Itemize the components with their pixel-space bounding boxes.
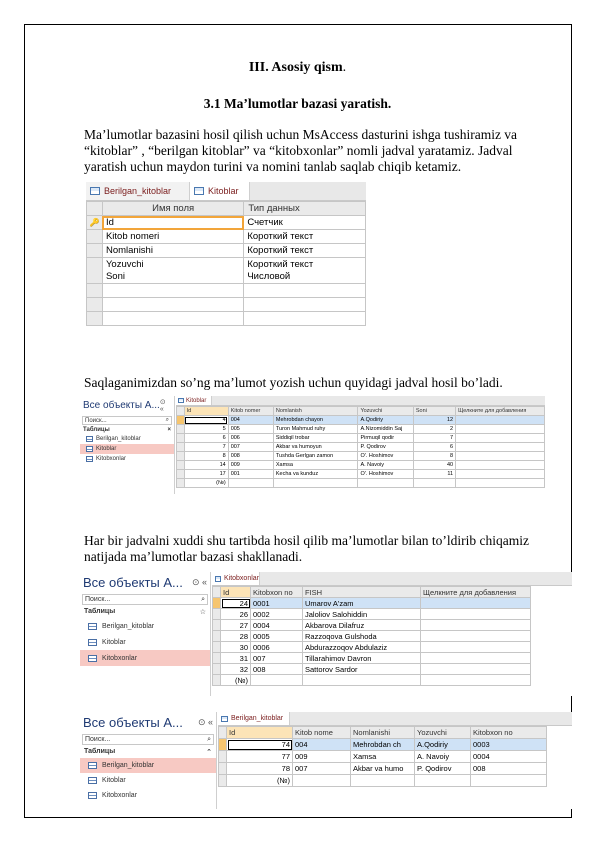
row-selector — [87, 284, 103, 298]
field-name[interactable]: Kitob nomeri — [102, 230, 243, 244]
empty-cell — [456, 470, 545, 479]
table-row[interactable] — [177, 434, 545, 443]
row-selector — [213, 598, 221, 609]
column-header[interactable]: Nomlanish — [273, 407, 358, 416]
empty-cell — [358, 479, 413, 488]
nav-group-tables[interactable]: Таблицы ☆ — [84, 608, 206, 616]
empty-cell — [471, 787, 547, 799]
section-title: III. Asosiy qism. — [248, 60, 347, 75]
tab-kitoblar[interactable]: Kitoblar — [190, 182, 250, 200]
column-header[interactable]: Щелкните для добавления — [456, 407, 545, 416]
table-cell[interactable]: 009 — [228, 461, 273, 470]
tab-bar — [86, 182, 366, 201]
row-selector-header — [177, 407, 185, 416]
new-record-row[interactable] — [219, 775, 547, 787]
nav-item-kitobxonlar[interactable]: Kitobxonlar — [80, 788, 216, 803]
table-cell[interactable]: P. Qodirov — [415, 763, 471, 775]
table-icon — [90, 187, 100, 195]
table-icon — [215, 576, 221, 582]
row-selector — [87, 298, 103, 312]
column-header[interactable]: Nomlanishi — [351, 727, 415, 739]
column-header[interactable]: FISH — [303, 587, 421, 598]
empty-cell — [421, 664, 531, 675]
empty-cell — [293, 775, 351, 787]
row-selector — [177, 434, 185, 443]
table-cell[interactable]: 0002 — [251, 609, 303, 620]
table-cell[interactable]: 006 — [228, 434, 273, 443]
header-row — [177, 407, 545, 416]
row-selector-header — [213, 587, 221, 598]
table-cell[interactable]: 77 — [227, 751, 293, 763]
new-row-icon — [213, 675, 221, 686]
table-cell[interactable]: 8 — [413, 452, 455, 461]
table-row[interactable] — [213, 598, 531, 609]
table-cell[interactable]: 6 — [184, 434, 228, 443]
new-record-row[interactable] — [177, 479, 545, 488]
table-cell[interactable]: 17 — [184, 470, 228, 479]
nav-pane-controls-icon[interactable]: ⊙ « — [159, 399, 166, 413]
table-row[interactable] — [213, 631, 531, 642]
row-selector — [87, 258, 103, 284]
table-row[interactable] — [177, 461, 545, 470]
nav-group-tables[interactable]: Таблицы ⌃ — [84, 748, 212, 756]
new-record-id[interactable]: (№) — [221, 675, 251, 686]
table-row[interactable] — [213, 642, 531, 653]
header-row — [213, 587, 531, 598]
third-paragraph: Har bir jadvalni xuddi shu tartibda hosil qilib ma’lumotlar bilan to’ldirib chiqamiz natijada ma’lumotlar bazasi shakllanadi. — [84, 533, 530, 564]
subsection-title: 3.1 Ma’lumotlar bazasi yaratish. — [203, 96, 392, 111]
row-selector — [87, 312, 103, 326]
row-selector-header — [87, 202, 103, 216]
table-cell[interactable]: Pirmuqil qodir — [358, 434, 413, 443]
row-selector — [213, 664, 221, 675]
table-cell[interactable]: 32 — [221, 664, 251, 675]
design-view-screenshot — [86, 182, 366, 332]
table-icon — [88, 762, 97, 769]
table-cell[interactable]: 0005 — [251, 631, 303, 642]
tab-bar — [212, 572, 572, 586]
column-header[interactable]: Kitobxon no — [471, 727, 547, 739]
row-selector — [213, 620, 221, 631]
table-cell[interactable]: Turon Mahmud ruhy — [273, 425, 358, 434]
nav-item-kitoblar[interactable]: Kitoblar — [80, 773, 216, 788]
tab-berilgan-kitoblar[interactable]: Berilgan_kitoblar — [86, 182, 190, 200]
row-selector — [177, 452, 185, 461]
design-row[interactable] — [87, 258, 366, 284]
empty-cell — [456, 416, 545, 425]
table-cell[interactable]: O'. Hoshimov — [358, 452, 413, 461]
empty-cell — [456, 452, 545, 461]
tab-berilgan-kitoblar[interactable]: Berilgan_kitoblar — [218, 712, 290, 725]
collapse-icon: × — [167, 427, 171, 433]
nav-search-input[interactable]: Поиск... ⌕ — [82, 594, 208, 605]
empty-cell — [251, 675, 303, 686]
table-cell[interactable]: A. Navoiy — [358, 461, 413, 470]
table-cell[interactable]: 11 — [413, 470, 455, 479]
empty-cell — [244, 298, 366, 312]
row-selector — [177, 416, 185, 425]
search-icon: ⌕ — [207, 735, 211, 743]
table-cell[interactable]: 0004 — [251, 620, 303, 631]
table-icon — [88, 777, 97, 784]
table-cell[interactable]: 28 — [221, 631, 251, 642]
table-icon — [88, 639, 97, 646]
table-cell[interactable]: P. Qodirov — [358, 443, 413, 452]
table-cell[interactable]: 007 — [251, 653, 303, 664]
search-icon: ⌕ — [201, 595, 205, 603]
row-selector — [87, 230, 103, 244]
table-row[interactable] — [177, 425, 545, 434]
data-type[interactable]: Короткий текст — [244, 230, 366, 244]
nav-item-berilgan-kitoblar[interactable]: Berilgan_kitoblar — [80, 618, 210, 634]
collapse-icon: ☆ — [199, 609, 206, 616]
table-cell[interactable]: 24 — [221, 598, 251, 609]
table-cell[interactable]: 005 — [228, 425, 273, 434]
column-header[interactable]: Soni — [413, 407, 455, 416]
navigation-pane — [80, 396, 175, 494]
design-row[interactable] — [87, 244, 366, 258]
table-row[interactable] — [177, 470, 545, 479]
table-cell[interactable]: 008 — [471, 763, 547, 775]
empty-cell — [421, 642, 531, 653]
nav-item-berilgan-kitoblar[interactable]: Berilgan_kitoblar — [80, 758, 216, 773]
tab-bar — [176, 396, 545, 406]
table-icon — [194, 187, 204, 195]
table-row[interactable] — [177, 443, 545, 452]
table-cell[interactable]: 5 — [184, 425, 228, 434]
table-cell[interactable]: 78 — [227, 763, 293, 775]
table-icon — [88, 792, 97, 799]
row-selector — [213, 653, 221, 664]
table-cell[interactable]: Akbar va humoyun — [273, 443, 358, 452]
empty-cell — [421, 675, 531, 686]
data-type[interactable]: Короткий текст — [247, 258, 314, 270]
empty-cell — [456, 479, 545, 488]
table-icon — [86, 446, 93, 452]
table-cell[interactable]: Abdurazzoqov Abdulaziz — [303, 642, 421, 653]
table-cell[interactable]: A.Qodiriy — [415, 739, 471, 751]
empty-cell — [227, 787, 293, 799]
field-name[interactable]: Soni — [105, 270, 125, 282]
tab-bar — [218, 712, 572, 726]
data-type-header: Тип данных — [244, 202, 366, 216]
nav-pane-title: Все объекты А... — [83, 400, 160, 411]
empty-cell — [456, 425, 545, 434]
empty-cell — [293, 787, 351, 799]
new-record-row[interactable] — [213, 675, 531, 686]
design-row[interactable] — [87, 230, 366, 244]
search-icon: ⌕ — [165, 417, 169, 423]
table-cell[interactable]: Akbarova Dilafruz — [303, 620, 421, 631]
empty-cell — [273, 479, 358, 488]
design-row[interactable] — [87, 216, 366, 230]
column-header[interactable]: Kitob nomer — [228, 407, 273, 416]
column-header[interactable]: Yozuvchi — [358, 407, 413, 416]
table-row[interactable] — [213, 664, 531, 675]
design-row[interactable] — [87, 312, 366, 326]
table-cell[interactable]: 008 — [251, 664, 303, 675]
table-cell[interactable]: 31 — [221, 653, 251, 664]
empty-cell — [421, 598, 531, 609]
second-paragraph: Saqlaganimizdan so’ng ma’lumot yozish uchun quyidagi jadval hosil bo’ladi. — [84, 375, 503, 390]
table-cell[interactable]: 001 — [228, 470, 273, 479]
table-icon — [88, 623, 97, 630]
table-cell[interactable]: 74 — [227, 739, 293, 751]
table-row[interactable] — [213, 653, 531, 664]
column-header[interactable]: Kitobxon no — [251, 587, 303, 598]
table-cell[interactable]: 8 — [184, 452, 228, 461]
empty-row — [219, 787, 547, 799]
table-cell[interactable]: 12 — [413, 416, 455, 425]
table-cell[interactable]: Xamsa — [273, 461, 358, 470]
table-row[interactable] — [177, 416, 545, 425]
table-cell[interactable]: 26 — [221, 609, 251, 620]
primary-key-icon: 🔑 — [87, 216, 103, 230]
intro-paragraph: Ma’lumotlar bazasini hosil qilish uchun MsAccess dasturini ishga tushiramiz va “kitoblar” , “berilgan kitoblar” va “kitobxonlar” nomli jadval yaratamiz. Jadval yaratish uchun maydon turini va nomini tanlab saqlab chiqib ketamiz. — [84, 127, 518, 174]
column-header[interactable]: Id — [227, 727, 293, 739]
kitobxonlar-datasheet — [212, 586, 531, 686]
data-type[interactable]: Числовой — [247, 270, 291, 282]
table-cell[interactable]: 4 — [184, 416, 228, 425]
field-name[interactable]: Id — [102, 216, 243, 230]
field-name-header: Имя поля — [102, 202, 243, 216]
empty-cell — [351, 775, 415, 787]
kitobxonlar-datasheet-screenshot — [80, 572, 572, 696]
new-record-id[interactable]: (№) — [184, 479, 228, 488]
navigation-pane — [80, 572, 211, 696]
field-name[interactable]: Yozuvchi — [105, 258, 144, 270]
data-type[interactable]: Счетчик — [244, 216, 366, 230]
empty-cell — [303, 675, 421, 686]
table-cell[interactable]: 27 — [221, 620, 251, 631]
row-selector — [213, 642, 221, 653]
new-record-id[interactable]: (№) — [227, 775, 293, 787]
empty-cell — [415, 775, 471, 787]
table-cell[interactable]: Akbar va humo — [351, 763, 415, 775]
column-header[interactable]: Id — [221, 587, 251, 598]
design-row[interactable] — [87, 298, 366, 312]
nav-item-berilgan-kitoblar[interactable]: Berilgan_kitoblar — [80, 434, 174, 444]
table-cell[interactable]: 40 — [413, 461, 455, 470]
table-cell[interactable]: O'. Hoshimov — [358, 470, 413, 479]
berilgan-datasheet-screenshot — [80, 712, 572, 809]
table-cell[interactable]: 007 — [293, 763, 351, 775]
table-cell[interactable]: A.Qodiriy — [358, 416, 413, 425]
nav-item-kitoblar[interactable]: Kitoblar — [80, 634, 210, 650]
empty-cell — [102, 312, 243, 326]
table-cell[interactable]: A. Navoiy — [415, 751, 471, 763]
table-row[interactable] — [213, 609, 531, 620]
table-cell[interactable]: 008 — [228, 452, 273, 461]
table-row[interactable] — [219, 751, 547, 763]
table-cell[interactable]: Mehrobdan chayon — [273, 416, 358, 425]
column-header[interactable]: Kitob nome — [293, 727, 351, 739]
row-selector-header — [219, 727, 227, 739]
row-selector — [177, 443, 185, 452]
kitoblar-datasheet-screenshot — [80, 396, 545, 494]
table-cell[interactable]: 007 — [228, 443, 273, 452]
table-cell[interactable]: 004 — [293, 739, 351, 751]
nav-pane-controls-icon[interactable]: ⊙ « — [197, 717, 213, 727]
table-cell[interactable]: 004 — [228, 416, 273, 425]
column-header[interactable]: Yozuvchi — [415, 727, 471, 739]
table-cell[interactable]: Siddiqil trobar — [273, 434, 358, 443]
table-cell[interactable]: Umarov A'zam — [303, 598, 421, 609]
table-icon — [178, 398, 184, 403]
nav-search-input[interactable]: Поиск... ⌕ — [82, 734, 214, 745]
table-cell[interactable]: Sattorov Sardor — [303, 664, 421, 675]
empty-cell — [244, 312, 366, 326]
row-selector — [177, 470, 185, 479]
empty-cell — [471, 775, 547, 787]
data-type-cell — [244, 258, 366, 284]
table-icon — [86, 436, 93, 442]
table-row[interactable] — [219, 739, 547, 751]
table-cell[interactable]: Kecha va kunduz — [273, 470, 358, 479]
empty-cell — [102, 284, 243, 298]
empty-cell — [456, 461, 545, 470]
empty-cell — [421, 620, 531, 631]
table-cell[interactable]: 2 — [413, 425, 455, 434]
table-cell[interactable]: 0003 — [471, 739, 547, 751]
data-type[interactable]: Короткий текст — [244, 244, 366, 258]
field-name-cell — [102, 258, 243, 284]
table-row[interactable] — [177, 452, 545, 461]
table-cell[interactable]: 0001 — [251, 598, 303, 609]
table-icon — [88, 655, 97, 662]
table-cell[interactable]: 0004 — [471, 751, 547, 763]
row-selector — [219, 763, 227, 775]
table-row[interactable] — [213, 620, 531, 631]
table-cell[interactable]: Mehrobdan ch — [351, 739, 415, 751]
table-cell[interactable]: Razzoqova Gulshoda — [303, 631, 421, 642]
row-selector — [177, 425, 185, 434]
nav-item-kitobxonlar[interactable]: Kitobxonlar — [80, 454, 174, 464]
empty-cell — [421, 631, 531, 642]
table-row[interactable] — [219, 763, 547, 775]
design-row[interactable] — [87, 284, 366, 298]
empty-cell — [456, 443, 545, 452]
collapse-icon: ⌃ — [206, 749, 212, 756]
table-cell[interactable]: 7 — [184, 443, 228, 452]
empty-cell — [102, 298, 243, 312]
table-cell[interactable]: 0006 — [251, 642, 303, 653]
nav-group-tables[interactable]: Таблицы × — [83, 427, 171, 433]
empty-cell — [456, 434, 545, 443]
empty-cell — [421, 653, 531, 664]
column-header[interactable]: Щелкните для добавления — [421, 587, 531, 598]
table-cell[interactable]: 7 — [413, 434, 455, 443]
empty-cell — [421, 609, 531, 620]
nav-item-kitobxonlar[interactable]: Kitobxonlar — [80, 650, 210, 666]
table-cell[interactable]: Xamsa — [351, 751, 415, 763]
empty-cell — [351, 787, 415, 799]
table-cell[interactable]: 30 — [221, 642, 251, 653]
table-cell[interactable]: 14 — [184, 461, 228, 470]
new-row-icon — [177, 479, 185, 488]
row-selector — [177, 461, 185, 470]
nav-pane-title: Все объекты А... — [83, 575, 183, 590]
new-row-icon — [219, 775, 227, 787]
empty-cell — [228, 479, 273, 488]
table-icon — [221, 716, 228, 722]
table-cell[interactable]: Tillarahimov Davron — [303, 653, 421, 664]
row-selector — [219, 751, 227, 763]
row-selector — [213, 609, 221, 620]
table-cell[interactable]: Tushda Gerlgan zamon — [273, 452, 358, 461]
kitoblar-datasheet — [176, 406, 545, 488]
table-cell[interactable]: Jaloliov Salohiddin — [303, 609, 421, 620]
empty-cell — [413, 479, 455, 488]
row-selector — [219, 739, 227, 751]
field-name[interactable]: Nomlanishi — [102, 244, 243, 258]
row-selector — [87, 244, 103, 258]
table-cell[interactable]: A.Nizomiddin Saj — [358, 425, 413, 434]
field-design-grid — [86, 201, 366, 326]
nav-pane-controls-icon[interactable]: ⊙ « — [191, 577, 207, 587]
berilgan-datasheet — [218, 726, 547, 799]
empty-cell — [244, 284, 366, 298]
column-header[interactable]: Id — [184, 407, 228, 416]
row-selector — [213, 631, 221, 642]
header-row — [219, 727, 547, 739]
nav-search-input[interactable]: Поиск... ⌕ — [82, 416, 172, 425]
tab-kitoblar[interactable]: Kitoblar — [176, 396, 212, 405]
navigation-pane — [80, 712, 217, 809]
table-icon — [86, 456, 93, 462]
table-cell[interactable]: 6 — [413, 443, 455, 452]
table-cell[interactable]: 009 — [293, 751, 351, 763]
empty-cell — [415, 787, 471, 799]
tab-kitobxonlar[interactable]: Kitobxonlar — [212, 572, 260, 585]
nav-pane-title: Все объекты А... — [83, 715, 183, 730]
row-selector — [219, 787, 227, 799]
nav-item-kitoblar[interactable]: Kitoblar — [80, 444, 174, 454]
